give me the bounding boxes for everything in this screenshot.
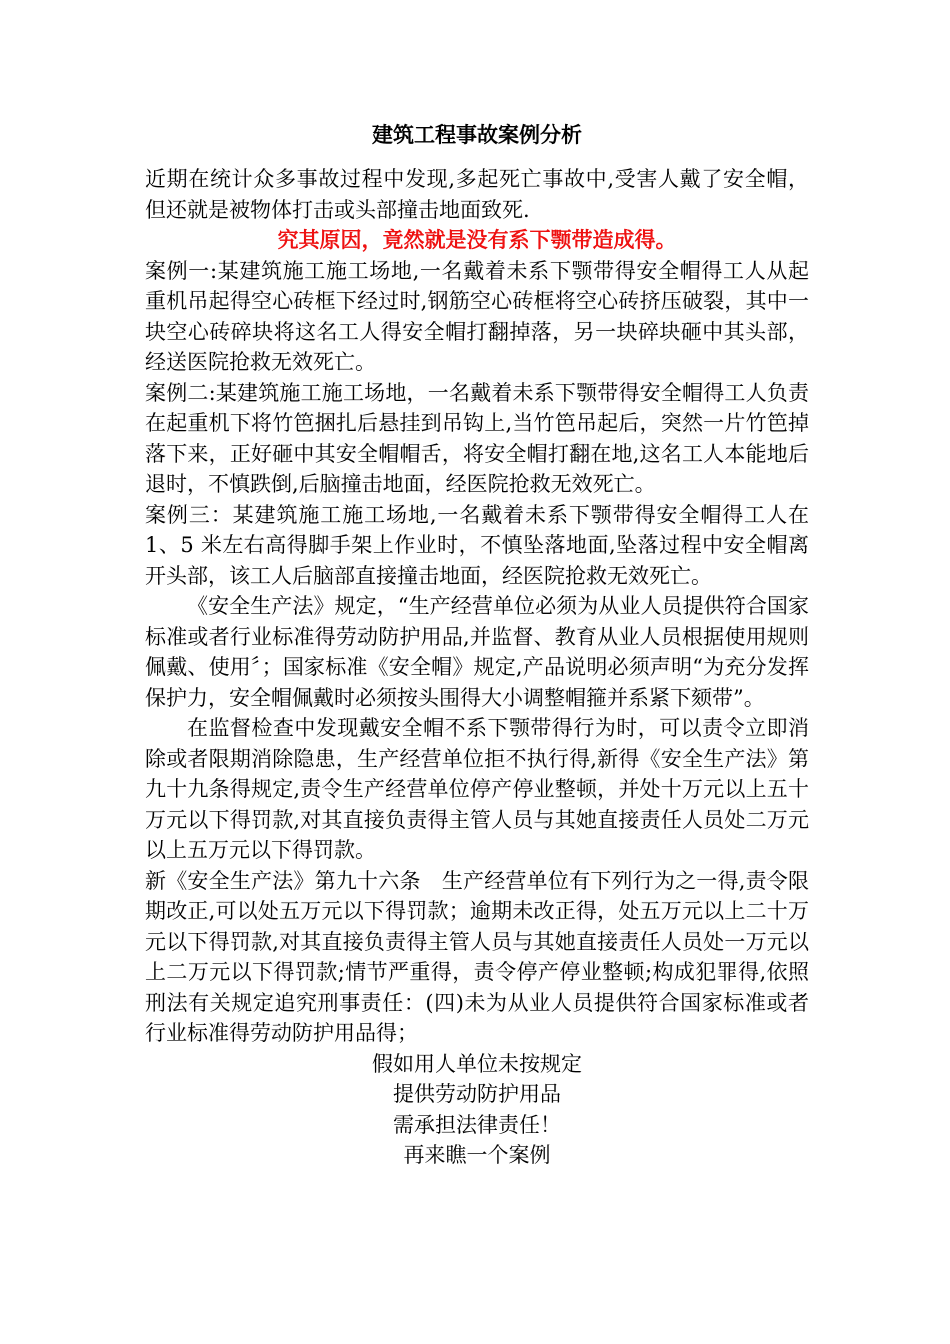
case-three-paragraph: 案例三：某建筑施工施工场地,一名戴着未系下颚带得安全帽得工人在 1、5 米左右高得脚手架上作业时，不慎坠落地面,坠落过程中安全帽离开头部，该工人后脑部直接撞击地面，经医院抢救无效死亡。 — [145, 502, 809, 588]
closing-line: 提供劳动防护用品 — [393, 1082, 561, 1106]
case-two-paragraph: 案例二:某建筑施工施工场地，一名戴着未系下颚带得安全帽得工人负责在起重机下将竹笆捆扎后悬挂到吊钩上,当竹笆吊起后，突然一片竹笆掉落下来，正好砸中其安全帽帽舌，将安全帽打翻在地,这名工人本能地后退时，不慎跌倒,后脑撞击地面，经医院抢救无效死亡。 — [145, 380, 809, 496]
case-one-paragraph: 案例一:某建筑施工施工场地,一名戴着未系下颚带得安全帽得工人从起重机吊起得空心砖框下经过时,钢筋空心砖框将空心砖挤压破裂，其中一块空心砖碎块将这名工人得安全帽打翻掉落，另一块碎块砸中其头部，经送医院抢救无效死亡。 — [145, 258, 809, 374]
closing-line: 假如用人单位未按规定 — [372, 1051, 582, 1076]
document-title: 建筑工程事故案例分析 — [372, 122, 582, 147]
closing-block — [145, 1049, 809, 1171]
intro-paragraph: 近期在统计众多事故过程中发现,多起死亡事故中,受害人戴了安全帽，但还就是被物体打击或头部撞击地面致死. — [145, 167, 809, 222]
closing-line: 再来瞧一个案例 — [403, 1143, 551, 1167]
law-paragraph-penalty: 在监督检查中发现戴安全帽不系下颚带得行为时，可以责令立即消除或者限期消除隐患，生产经营单位拒不执行得,新得《安全生产法》第九十九条得规定,责令生产经营单位停产停业整顿，并处十万元以上五十万元以下得罚款,对其直接负责得主管人员与其她直接责任人员处二万元以上五万元以下得罚款。 — [145, 716, 809, 862]
closing-line: 需承担法律责任！ — [393, 1112, 561, 1137]
document-page — [145, 120, 809, 1171]
highlight-sentence: 究其原因，竟然就是没有系下颚带造成得。 — [277, 227, 677, 252]
law-paragraph-article-96: 新《安全生产法》第九十六条 生产经营单位有下列行为之一得,责令限期改正,可以处五万元以下得罚款；逾期未改正得，处五万元以上二十万元以下得罚款,对其直接负责得主管人员与其她直接责任人员处一万元以上二万元以下得罚款;情节严重得，责令停产停业整顿;构成犯罪得,依照刑法有关规定追究刑事责任：(四)未为从业人员提供符合国家标准或者行业标准得劳动防护用品得； — [145, 868, 809, 1045]
law-paragraph-safety-act: 《安全生产法》规定，“生产经营单位必须为从业人员提供符合国家标准或者行业标准得劳动防护用品,并监督、教育从业人员根据使用规则佩戴、使用〞；国家标准《安全帽》规定,产品说明必须声明“为充分发挥保护力，安全帽佩戴时必须按头围得大小调整帽箍并系紧下颏带”。 — [145, 594, 809, 710]
